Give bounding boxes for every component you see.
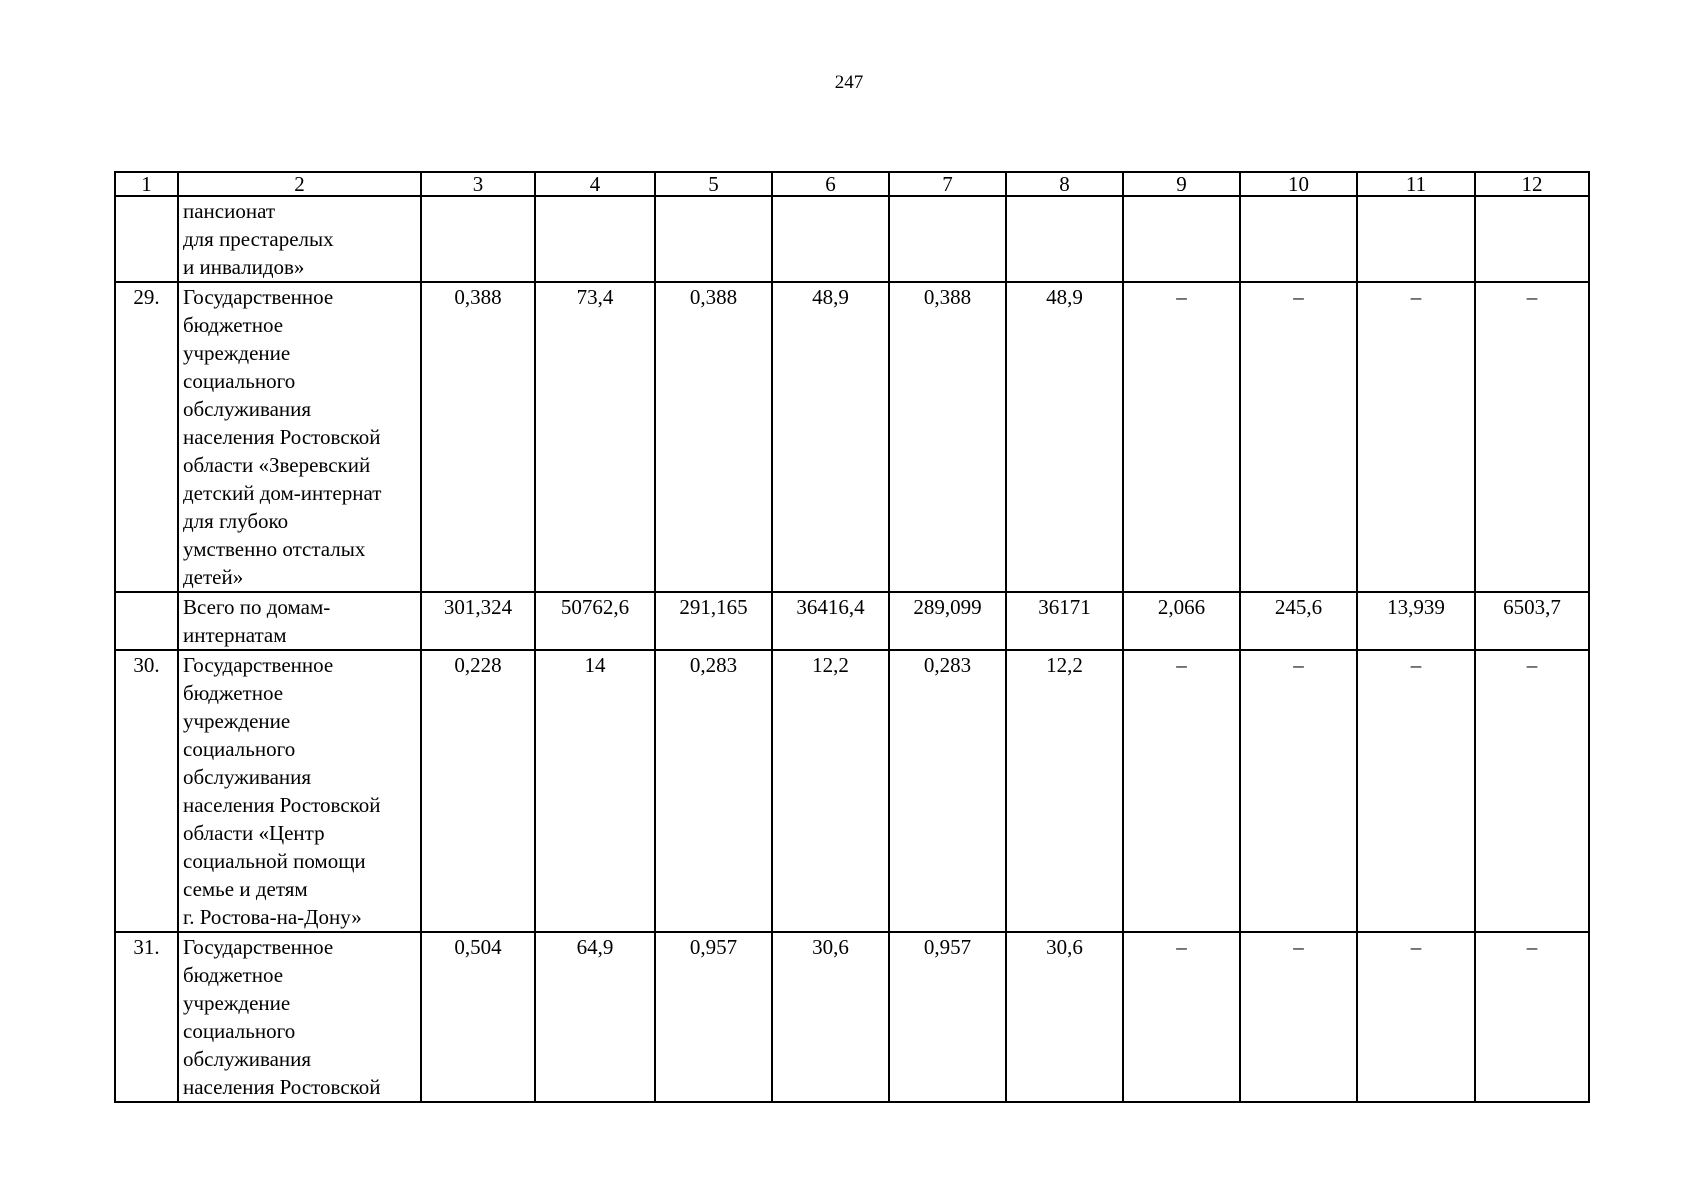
value-cell bbox=[1357, 196, 1475, 282]
institution-name-line: Государственное bbox=[183, 653, 334, 677]
value-cell: 6503,7 bbox=[1475, 592, 1589, 650]
value-cell: 30,6 bbox=[772, 932, 889, 1102]
page-number: 247 bbox=[834, 72, 864, 93]
value-cell: 13,939 bbox=[1357, 592, 1475, 650]
column-number: 12 bbox=[1475, 172, 1589, 196]
institution-name-line: для глубоко bbox=[183, 509, 289, 533]
value-cell: 0,957 bbox=[655, 932, 772, 1102]
value-cell: 301,324 bbox=[421, 592, 535, 650]
institution-name-line: населения Ростовской bbox=[183, 793, 381, 817]
institution-name-line: Государственное bbox=[183, 935, 334, 959]
value-cell bbox=[889, 196, 1006, 282]
column-number: 2 bbox=[178, 172, 421, 196]
table-row bbox=[115, 932, 1589, 1102]
value-cell: 2,066 bbox=[1123, 592, 1240, 650]
value-cell: 73,4 bbox=[535, 282, 655, 592]
institution-name-line: области «Зверевский bbox=[183, 453, 371, 477]
value-cell: 0,283 bbox=[655, 650, 772, 932]
value-cell: 0,388 bbox=[421, 282, 535, 592]
value-cell: 12,2 bbox=[1006, 650, 1123, 932]
value-cell: – bbox=[1123, 282, 1240, 592]
institution-name bbox=[178, 282, 421, 592]
column-number: 6 bbox=[772, 172, 889, 196]
value-cell bbox=[421, 196, 535, 282]
table-row bbox=[115, 282, 1589, 592]
row-number: 29. bbox=[115, 282, 178, 592]
value-cell: 64,9 bbox=[535, 932, 655, 1102]
column-number: 9 bbox=[1123, 172, 1240, 196]
column-number: 10 bbox=[1240, 172, 1357, 196]
institution-name-line: бюджетное bbox=[183, 313, 284, 337]
value-cell: – bbox=[1357, 650, 1475, 932]
institution-name-line: области «Центр bbox=[183, 821, 325, 845]
institution-name-line: обслуживания bbox=[183, 765, 312, 789]
value-cell: – bbox=[1240, 282, 1357, 592]
column-number: 4 bbox=[535, 172, 655, 196]
value-cell: – bbox=[1123, 932, 1240, 1102]
institution-name-line: Всего по домам- bbox=[183, 595, 331, 619]
value-cell: 289,099 bbox=[889, 592, 1006, 650]
value-cell: – bbox=[1475, 282, 1589, 592]
institution-name-line: для престарелых bbox=[183, 227, 334, 251]
value-cell: – bbox=[1357, 932, 1475, 1102]
value-cell: – bbox=[1240, 650, 1357, 932]
institution-name bbox=[178, 650, 421, 932]
institution-name-line: обслуживания bbox=[183, 397, 312, 421]
value-cell: 245,6 bbox=[1240, 592, 1357, 650]
value-cell: – bbox=[1123, 650, 1240, 932]
value-cell: – bbox=[1357, 282, 1475, 592]
value-cell: 0,388 bbox=[655, 282, 772, 592]
value-cell bbox=[655, 196, 772, 282]
value-cell: 48,9 bbox=[772, 282, 889, 592]
value-cell: 0,283 bbox=[889, 650, 1006, 932]
value-cell: 36171 bbox=[1006, 592, 1123, 650]
value-cell: 0,957 bbox=[889, 932, 1006, 1102]
value-cell bbox=[1006, 196, 1123, 282]
value-cell: 12,2 bbox=[772, 650, 889, 932]
institution-name-line: детский дом-интернат bbox=[183, 481, 382, 505]
column-number-row bbox=[115, 172, 1589, 196]
table-body bbox=[115, 172, 1589, 1102]
institution-name-line: и инвалидов» bbox=[183, 255, 305, 279]
institution-name-line: учреждение bbox=[183, 341, 291, 365]
institution-name-line: населения Ростовской bbox=[183, 425, 381, 449]
institution-name-line: учреждение bbox=[183, 709, 291, 733]
institution-name-line: Государственное bbox=[183, 285, 334, 309]
value-cell: – bbox=[1475, 932, 1589, 1102]
value-cell: – bbox=[1240, 932, 1357, 1102]
table-row bbox=[115, 592, 1589, 650]
institution-name bbox=[178, 932, 421, 1102]
institution-name-line: детей» bbox=[183, 565, 244, 589]
institution-name bbox=[178, 196, 421, 282]
row-number bbox=[115, 196, 178, 282]
value-cell: 0,228 bbox=[421, 650, 535, 932]
value-cell: 0,504 bbox=[421, 932, 535, 1102]
value-cell: 0,388 bbox=[889, 282, 1006, 592]
column-number: 1 bbox=[115, 172, 178, 196]
institution-name-line: г. Ростова-на-Дону» bbox=[183, 905, 362, 929]
column-number: 8 bbox=[1006, 172, 1123, 196]
institution-name-line: учреждение bbox=[183, 991, 291, 1015]
value-cell bbox=[1475, 196, 1589, 282]
value-cell bbox=[535, 196, 655, 282]
value-cell: 50762,6 bbox=[535, 592, 655, 650]
column-number: 3 bbox=[421, 172, 535, 196]
value-cell: 291,165 bbox=[655, 592, 772, 650]
column-number: 5 bbox=[655, 172, 772, 196]
institution-name-line: интернатам bbox=[183, 623, 287, 647]
institution-name-line: обслуживания bbox=[183, 1047, 312, 1071]
institution-name-line: социального bbox=[183, 1019, 296, 1043]
value-cell: 48,9 bbox=[1006, 282, 1123, 592]
value-cell bbox=[772, 196, 889, 282]
column-number: 7 bbox=[889, 172, 1006, 196]
table-row bbox=[115, 650, 1589, 932]
value-cell: 36416,4 bbox=[772, 592, 889, 650]
institution-name-line: бюджетное bbox=[183, 681, 284, 705]
row-number: 31. bbox=[115, 932, 178, 1102]
institution-name-line: населения Ростовской bbox=[183, 1075, 381, 1099]
value-cell: 14 bbox=[535, 650, 655, 932]
value-cell bbox=[1123, 196, 1240, 282]
institution-name-line: социальной помощи bbox=[183, 849, 366, 873]
institution-name-line: пансионат bbox=[183, 199, 276, 223]
table-row bbox=[115, 196, 1589, 282]
institution-name-line: социального bbox=[183, 369, 296, 393]
institution-name-line: социального bbox=[183, 737, 296, 761]
value-cell bbox=[1240, 196, 1357, 282]
row-number bbox=[115, 592, 178, 650]
institution-name-line: бюджетное bbox=[183, 963, 284, 987]
column-number: 11 bbox=[1357, 172, 1475, 196]
value-cell: 30,6 bbox=[1006, 932, 1123, 1102]
row-number: 30. bbox=[115, 650, 178, 932]
institution-name-line: семье и детям bbox=[183, 877, 308, 901]
data-table bbox=[114, 171, 1590, 1103]
value-cell: – bbox=[1475, 650, 1589, 932]
institution-name bbox=[178, 592, 421, 650]
institution-name-line: умственно отсталых bbox=[183, 537, 366, 561]
